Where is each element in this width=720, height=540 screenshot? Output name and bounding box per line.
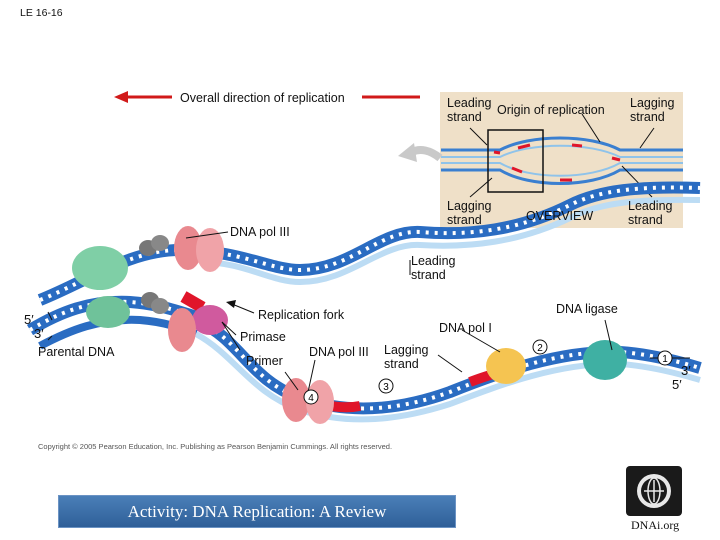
parental-dna-label: Parental DNA bbox=[38, 345, 115, 359]
dna-ligase-label: DNA ligase bbox=[556, 302, 618, 316]
step-2-number: 2 bbox=[537, 343, 543, 354]
dnai-logo-icon bbox=[626, 466, 682, 516]
dna-pol-i-protein bbox=[486, 348, 526, 384]
primer-label: Primer bbox=[246, 354, 283, 368]
overview-leading2-bottom: strand bbox=[628, 213, 663, 227]
dna-pol-iii-top bbox=[174, 226, 224, 272]
overview-lagging-bottom: strand bbox=[630, 110, 665, 124]
step-2-marker bbox=[533, 340, 547, 354]
slide-label: LE 16-16 bbox=[20, 7, 63, 19]
step-1-number: 1 bbox=[662, 354, 668, 365]
step-4-marker bbox=[304, 390, 318, 404]
leading-strand-label-2: strand bbox=[411, 268, 446, 282]
five-prime-right: 5′ bbox=[672, 377, 682, 392]
binding-proteins bbox=[139, 235, 169, 314]
leading-strand-dna bbox=[40, 188, 700, 300]
overview-leading2-top: Leading bbox=[628, 199, 673, 213]
copyright-text: Copyright © 2005 Pearson Education, Inc. Publishing as Pearson Benjamin Cummings. All rights reserved. bbox=[38, 442, 393, 451]
overview-lagging2-top: Lagging bbox=[447, 199, 492, 213]
step-3-number: 3 bbox=[383, 382, 389, 393]
overview-lagging2-bottom: strand bbox=[447, 213, 482, 227]
three-prime-right: 3′ bbox=[681, 363, 691, 378]
primase-label: Primase bbox=[240, 330, 286, 344]
five-prime-left: 5′ bbox=[24, 312, 34, 327]
dna-pol-iii-bottom-label: DNA pol III bbox=[309, 345, 369, 359]
lagging-strand-label-1: Lagging bbox=[384, 343, 429, 357]
direction-label: Overall direction of replication bbox=[180, 91, 345, 105]
dna-pol-iii-left bbox=[168, 308, 196, 352]
overview-lagging-top: Lagging bbox=[630, 96, 675, 110]
three-prime-left: 3′ bbox=[34, 326, 44, 341]
fork-arrow bbox=[226, 300, 254, 313]
origin-label: Origin of replication bbox=[497, 103, 605, 117]
logo-caption[interactable]: DNAi.org bbox=[631, 518, 680, 532]
dna-pol-iii-top-label: DNA pol III bbox=[230, 225, 290, 239]
overview-label: OVERVIEW bbox=[526, 209, 594, 223]
primase-protein bbox=[192, 305, 228, 335]
leading-strand-label-1: Leading bbox=[411, 254, 456, 268]
lagging-strand-label-2: strand bbox=[384, 357, 419, 371]
overview-leading-top: Leading bbox=[447, 96, 492, 110]
activity-link-button[interactable]: Activity: DNA Replication: A Review bbox=[58, 495, 456, 528]
zoom-arrow-icon bbox=[398, 143, 440, 162]
overview-leading-bottom: strand bbox=[447, 110, 482, 124]
step-4-number: 4 bbox=[308, 393, 314, 404]
replication-fork-label: Replication fork bbox=[258, 308, 345, 322]
dna-pol-i-label: DNA pol I bbox=[439, 321, 492, 335]
step-3-marker bbox=[379, 379, 393, 393]
dna-ligase-protein bbox=[583, 340, 627, 380]
